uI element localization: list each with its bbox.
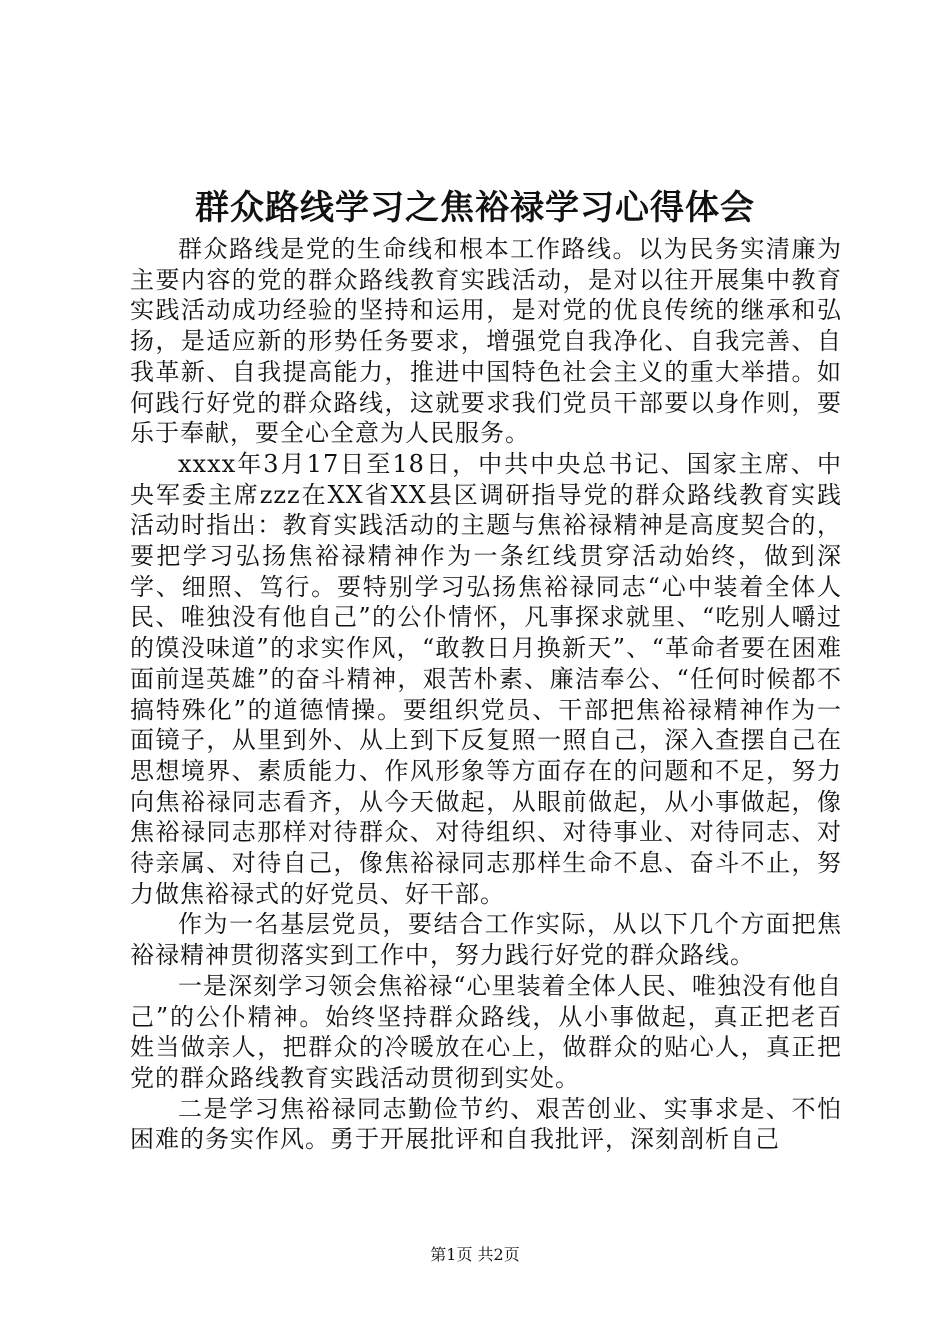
paragraph-3: 作为一名基层党员，要结合工作实际，从以下几个方面把焦裕禄精神贯彻落实到工作中，努力践行好党的群众路线。 [130, 910, 842, 970]
page-footer: 第1页 共2页 [430, 1245, 520, 1264]
paragraph-2: xxxx年3月17日至18日，中共中央总书记、国家主席、中央军委主席zzz在XX省XX县区调研指导党的群众路线教育实践活动时指出：教育实践活动的主题与焦裕禄精神是高度契合的，要把学习弘扬焦裕禄精神作为一条红线贯穿活动始终，做到深学、细照、笃行。要特别学习弘扬焦裕禄同志“心中装着全体人民、唯独没有他自己”的公仆情怀，凡事探求就里、“吃别人嚼过的馍没味道”的求实作风，“敢教日月换新天”、“革命者要在困难面前逞英雄”的奋斗精神，艰苦朴素、廉洁奉公、“任何时候都不搞特殊化”的道德情操。要组织党员、干部把焦裕禄精神作为一面镜子，从里到外、从上到下反复照一照自己，深入查摆自己在思想境界、素质能力、作风形象等方面存在的问题和不足，努力向焦裕禄同志看齐，从今天做起，从眼前做起，从小事做起，像焦裕禄同志那样对待群众、对待组织、对待事业、对待同志、对待亲属、对待自己，像焦裕禄同志那样生命不息、奋斗不止，努力做焦裕禄式的好党员、好干部。 [130, 449, 842, 908]
paragraph-4: 一是深刻学习领会焦裕禄“心里装着全体人民、唯独没有他自己”的公仆精神。始终坚持群众路线，从小事做起，真正把老百姓当做亲人，把群众的冷暖放在心上，做群众的贴心人，真正把党的群众路线教育实践活动贯彻到实处。 [130, 971, 842, 1092]
paragraph-5: 二是学习焦裕禄同志勤俭节约、艰苦创业、实事求是、不怕困难的务实作风。勇于开展批评和自我批评，深刻剖析自己 [130, 1094, 842, 1154]
document-body [130, 234, 842, 1155]
document-title: 群众路线学习之焦裕禄学习心得体会 [195, 188, 755, 228]
paragraph-1: 群众路线是党的生命线和根本工作路线。以为民务实清廉为主要内容的党的群众路线教育实践活动，是对以往开展集中教育实践活动成功经验的坚持和运用，是对党的优良传统的继承和弘扬，是适应新的形势任务要求，增强党自我净化、自我完善、自我革新、自我提高能力，推进中国特色社会主义的重大举措。如何践行好党的群众路线，这就要求我们党员干部要以身作则，要乐于奉献，要全心全意为人民服务。 [130, 235, 842, 448]
